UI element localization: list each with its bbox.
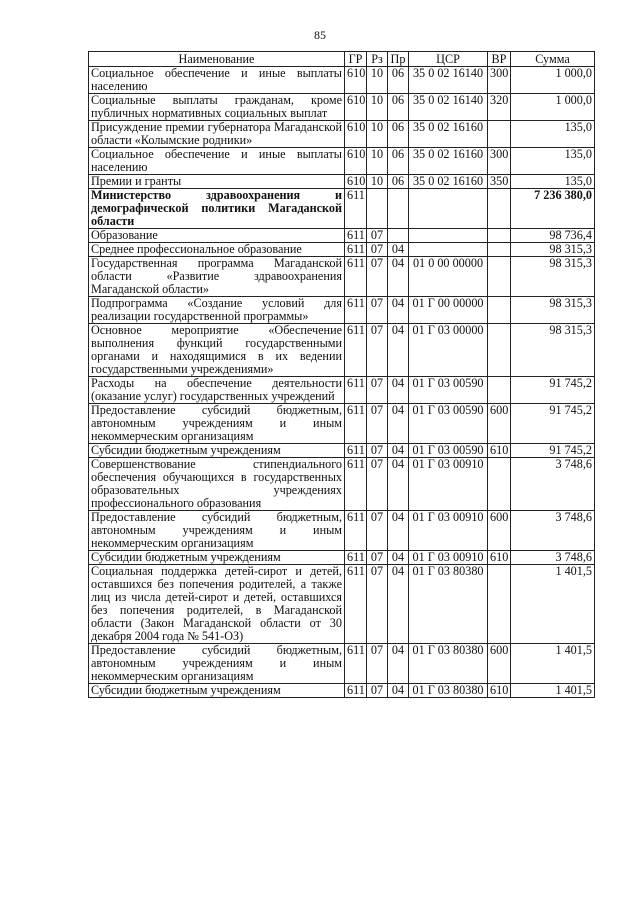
row-rz: 07 [367,297,388,324]
row-sum: 135,0 [511,175,595,189]
row-pr: 04 [388,511,409,551]
row-gr: 611 [345,189,367,229]
table-row [89,644,595,684]
row-gr: 610 [345,148,367,175]
row-rz: 07 [367,229,388,243]
row-rz: 07 [367,551,388,565]
row-sum: 135,0 [511,148,595,175]
row-gr: 611 [345,404,367,444]
row-sum: 1 000,0 [511,67,595,94]
row-sum: 91 745,2 [511,377,595,404]
row-name: Субсидии бюджетным учреждениям [89,684,345,698]
row-pr [388,229,409,243]
row-csr: 01 Г 03 00910 [409,551,488,565]
table-row [89,257,595,297]
row-vr: 300 [488,67,511,94]
row-name: Государственная программа Магаданской области «Развитие здравоохранения Магаданской области» [89,257,345,297]
table-row [89,511,595,551]
row-pr: 04 [388,551,409,565]
row-name: Образование [89,229,345,243]
row-vr: 600 [488,644,511,684]
row-pr: 04 [388,257,409,297]
table-header-row [89,52,595,67]
row-pr: 04 [388,458,409,511]
row-vr [488,243,511,257]
row-rz: 07 [367,377,388,404]
table-row [89,94,595,121]
row-vr: 610 [488,684,511,698]
row-name: Основное мероприятие «Обеспечение выполнения функций государственными органами и находящимися в их ведении государственными учреждениями» [89,324,345,377]
row-rz: 10 [367,121,388,148]
row-pr: 06 [388,67,409,94]
row-pr: 04 [388,444,409,458]
table-row [89,404,595,444]
row-vr [488,257,511,297]
row-vr: 610 [488,444,511,458]
row-sum: 98 315,3 [511,297,595,324]
row-csr: 01 Г 03 80380 [409,684,488,698]
row-name: Субсидии бюджетным учреждениям [89,551,345,565]
row-sum: 1 401,5 [511,644,595,684]
row-csr: 01 Г 03 00910 [409,458,488,511]
row-vr [488,458,511,511]
table-row [89,67,595,94]
row-csr: 35 0 02 16140 [409,67,488,94]
table-row [89,324,595,377]
row-rz [367,189,388,229]
row-sum: 3 748,6 [511,511,595,551]
row-vr [488,297,511,324]
row-vr: 600 [488,404,511,444]
row-csr: 01 Г 00 00000 [409,297,488,324]
row-name: Министерство здравоохранения и демографической политики Магаданской области [89,189,345,229]
row-gr: 611 [345,229,367,243]
row-rz: 10 [367,94,388,121]
row-rz: 10 [367,148,388,175]
row-vr [488,377,511,404]
header-gr: ГР [345,52,367,67]
row-pr: 04 [388,297,409,324]
row-gr: 611 [345,377,367,404]
row-gr: 611 [345,511,367,551]
row-gr: 611 [345,458,367,511]
row-vr [488,189,511,229]
table-row [89,121,595,148]
row-rz: 07 [367,243,388,257]
page-number: 85 [314,28,326,42]
row-csr: 35 0 02 16160 [409,175,488,189]
row-sum: 91 745,2 [511,404,595,444]
row-vr: 600 [488,511,511,551]
row-vr: 320 [488,94,511,121]
table-row [89,229,595,243]
row-name: Социальные выплаты гражданам, кроме публичных нормативных социальных выплат [89,94,345,121]
row-vr: 610 [488,551,511,565]
row-pr: 04 [388,243,409,257]
table-row [89,565,595,644]
row-gr: 610 [345,94,367,121]
row-rz: 07 [367,644,388,684]
row-sum: 1 401,5 [511,565,595,644]
table-row [89,684,595,698]
table-row [89,148,595,175]
row-name: Среднее профессиональное образование [89,243,345,257]
row-rz: 07 [367,324,388,377]
row-gr: 611 [345,243,367,257]
row-csr: 01 Г 03 80380 [409,565,488,644]
header-name: Наименование [89,52,345,67]
row-pr: 04 [388,377,409,404]
table-row [89,297,595,324]
row-csr: 01 Г 03 00590 [409,444,488,458]
table-row [89,175,595,189]
row-pr [388,189,409,229]
row-vr [488,324,511,377]
row-vr: 350 [488,175,511,189]
row-name: Предоставление субсидий бюджетным, автономным учреждениям и иным некоммерческим организациям [89,404,345,444]
row-rz: 07 [367,565,388,644]
row-csr: 01 Г 03 00590 [409,377,488,404]
row-csr: 01 Г 03 00000 [409,324,488,377]
row-pr: 04 [388,565,409,644]
row-sum: 135,0 [511,121,595,148]
row-rz: 07 [367,511,388,551]
row-gr: 611 [345,551,367,565]
row-csr [409,229,488,243]
header-vr: ВР [488,52,511,67]
budget-table [88,51,595,698]
row-name: Присуждение премии губернатора Магаданской области «Колымские родники» [89,121,345,148]
row-name: Предоставление субсидий бюджетным, автономным учреждениям и иным некоммерческим организациям [89,511,345,551]
row-rz: 07 [367,684,388,698]
table-row [89,189,595,229]
row-name: Субсидии бюджетным учреждениям [89,444,345,458]
row-sum: 98 736,4 [511,229,595,243]
row-rz: 07 [367,257,388,297]
row-gr: 611 [345,257,367,297]
row-gr: 610 [345,175,367,189]
row-csr: 35 0 02 16140 [409,94,488,121]
row-pr: 06 [388,94,409,121]
row-sum: 1 000,0 [511,94,595,121]
row-pr: 04 [388,324,409,377]
row-pr: 04 [388,404,409,444]
header-csr: ЦСР [409,52,488,67]
row-csr: 35 0 02 16160 [409,121,488,148]
row-pr: 04 [388,684,409,698]
row-vr [488,565,511,644]
table-row [89,377,595,404]
row-sum: 3 748,6 [511,458,595,511]
row-pr: 06 [388,175,409,189]
row-sum: 98 315,3 [511,257,595,297]
table-row [89,243,595,257]
row-name: Премии и гранты [89,175,345,189]
row-gr: 611 [345,684,367,698]
row-rz: 07 [367,458,388,511]
row-gr: 611 [345,297,367,324]
row-gr: 611 [345,324,367,377]
row-csr: 01 0 00 00000 [409,257,488,297]
row-rz: 10 [367,175,388,189]
row-sum: 91 745,2 [511,444,595,458]
row-vr [488,121,511,148]
row-vr [488,229,511,243]
row-pr: 06 [388,121,409,148]
table-row [89,458,595,511]
row-sum: 98 315,3 [511,243,595,257]
row-name: Расходы на обеспечение деятельности (оказание услуг) государственных учреждений [89,377,345,404]
header-rz: Рз [367,52,388,67]
row-pr: 04 [388,644,409,684]
row-rz: 07 [367,404,388,444]
header-sum: Сумма [511,52,595,67]
row-csr: 01 Г 03 00910 [409,511,488,551]
row-gr: 611 [345,644,367,684]
row-rz: 07 [367,444,388,458]
row-rz: 10 [367,67,388,94]
row-vr: 300 [488,148,511,175]
header-pr: Пр [388,52,409,67]
row-name: Социальное обеспечение и иные выплаты населению [89,148,345,175]
table-row [89,551,595,565]
row-name: Предоставление субсидий бюджетным, автономным учреждениям и иным некоммерческим организациям [89,644,345,684]
row-csr: 01 Г 03 80380 [409,644,488,684]
row-csr: 35 0 02 16160 [409,148,488,175]
row-gr: 611 [345,565,367,644]
row-name: Подпрограмма «Создание условий для реализации государственной программы» [89,297,345,324]
row-name: Социальная поддержка детей-сирот и детей, оставшихся без попечения родителей, а также лиц из числа детей-сирот и детей, оставшихся без попечения родителей, в Магаданской области (Закон Магаданской области от 30 декабря 2004 года № 541-ОЗ) [89,565,345,644]
row-name: Социальное обеспечение и иные выплаты населению [89,67,345,94]
row-gr: 610 [345,67,367,94]
table-row [89,444,595,458]
row-csr [409,243,488,257]
row-sum: 3 748,6 [511,551,595,565]
row-csr [409,189,488,229]
row-name: Совершенствование стипендиального обеспечения обучающихся в государственных образовательных учреждениях профессионального образования [89,458,345,511]
row-csr: 01 Г 03 00590 [409,404,488,444]
row-gr: 611 [345,444,367,458]
row-sum: 98 315,3 [511,324,595,377]
row-pr: 06 [388,148,409,175]
row-gr: 610 [345,121,367,148]
table-body [89,67,595,698]
row-sum: 1 401,5 [511,684,595,698]
row-sum: 7 236 380,0 [511,189,595,229]
